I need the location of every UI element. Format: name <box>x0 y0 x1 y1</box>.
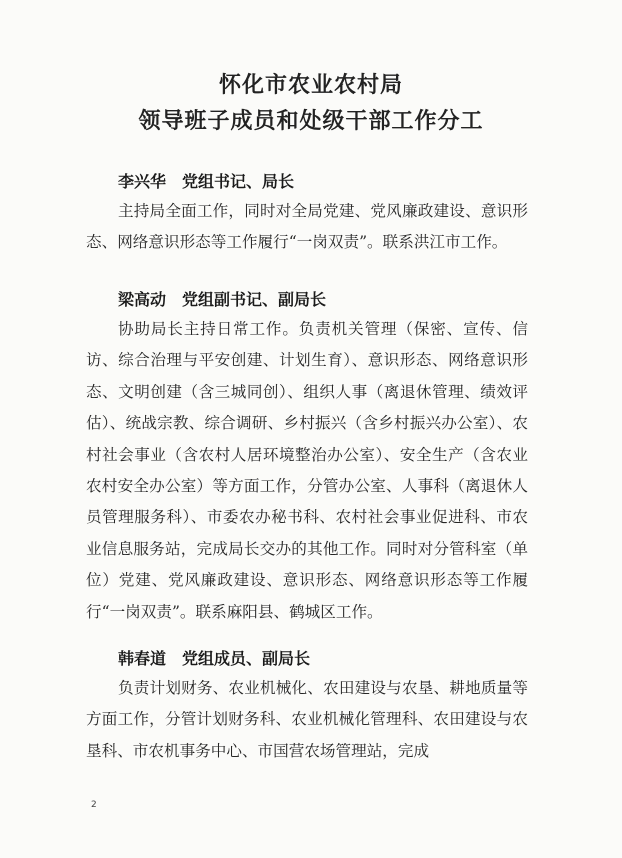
duty-paragraph: 协助局长主持日常工作。负责机关管理（保密、宣传、信访、综合治理与平安创建、计划生育）、意识形态、网络意识形态、文明创建（含三城同创）、组织人事（离退休管理、绩效评估）、统战宗教、综合调研、乡村振兴（含乡村振兴办公室）、农村社会事业（含农村人居环境整治办公室）、安全生产（含农业农村安全办公室）等方面工作，分管办公室、人事科（离退休人员管理服务科）、市委农办秘书科、农村社会事业促进科、市农业信息服务站，完成局长交办的其他工作。同时对分管科室（单位）党建、党风廉政建设、意识形态、网络意识形态等工作履行“一岗双责”。联系麻阳县、鹤城区工作。 <box>86 320 528 621</box>
section-heading <box>86 168 528 196</box>
leader-role: 党组书记、局长 <box>182 172 295 191</box>
page-number: 2 <box>91 800 97 810</box>
section-heading <box>86 286 528 314</box>
section-li-xinghua <box>86 168 528 259</box>
leader-name: 梁高动 <box>118 290 167 309</box>
duty-paragraph: 主持局全面工作，同时对全局党建、党风廉政建设、意识形态、网络意识形态等工作履行“一岗双责”。联系洪江市工作。 <box>86 202 528 252</box>
leader-name: 李兴华 <box>118 172 167 191</box>
section-liang-gaodong <box>86 286 528 628</box>
leader-name: 韩春道 <box>118 649 167 668</box>
leader-role: 党组副书记、副局长 <box>182 290 327 309</box>
document-title-line-2: 领导班子成员和处级干部工作分工 <box>138 108 484 134</box>
section-han-chundao <box>86 645 528 767</box>
leader-role: 党组成员、副局长 <box>182 649 311 668</box>
section-heading <box>86 645 528 673</box>
duty-paragraph: 负责计划财务、农业机械化、农田建设与农垦、耕地质量等方面工作，分管计划财务科、农业机械化管理科、农田建设与农垦科、市农机事务中心、市国营农场管理站，完成 <box>86 679 528 760</box>
document-title-line-1: 怀化市农业农村局 <box>218 72 403 98</box>
